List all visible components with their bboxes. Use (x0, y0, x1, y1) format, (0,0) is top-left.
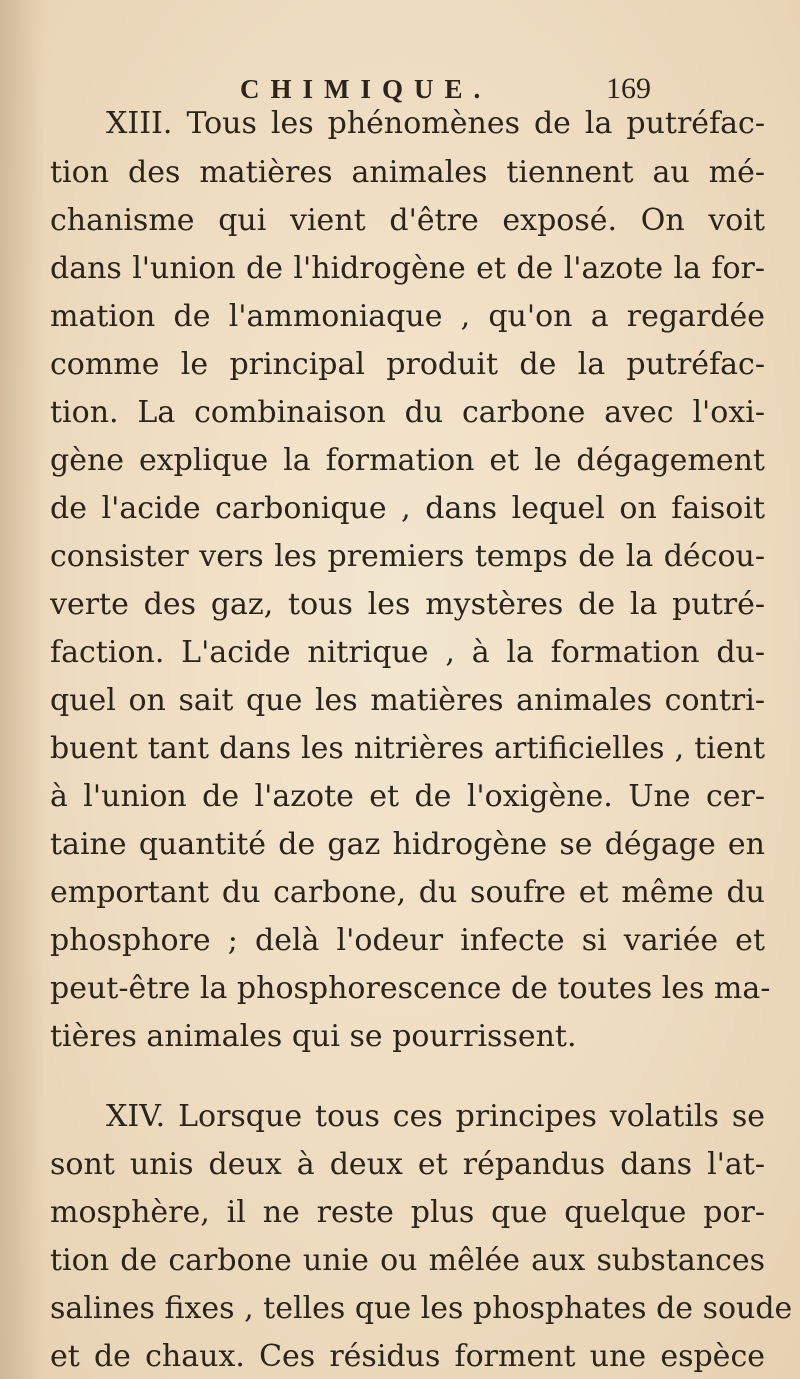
text-line: XIII. Tous les phénomènes de la putréfac- (106, 106, 765, 141)
text-line: faction. L'acide nitrique , à la formation du- (50, 635, 765, 670)
gutter-shadow (0, 0, 46, 1379)
text-line: tion. La combinaison du carbone avec l'oxi- (50, 395, 765, 430)
text-line: mosphère, il ne reste plus que quelque por- (50, 1195, 765, 1230)
text-line: verte des gaz, tous les mystères de la putré- (50, 587, 765, 622)
text-line: emportant du carbone, du soufre et même du (50, 875, 765, 910)
text-line: gène explique la formation et le dégagement (50, 443, 765, 478)
text-line: taine quantité de gaz hidrogène se dégage en (50, 827, 765, 862)
text-line: et de chaux. Ces résidus forment une espèce (50, 1339, 765, 1374)
text-line: salines fixes , telles que les phosphates de soude (50, 1291, 793, 1326)
text-line: peut-être la phosphorescence de toutes les ma- (50, 971, 771, 1006)
text-line: mation de l'ammoniaque , qu'on a regardée (50, 299, 765, 334)
text-line: comme le principal produit de la putréfac- (50, 347, 765, 382)
page-number: 169 (606, 72, 651, 105)
text-line: dans l'union de l'hidrogène et de l'azote la for- (50, 251, 765, 286)
text-line: tières animales qui se pourrissent. (50, 1019, 577, 1054)
text-line: buent tant dans les nitrières artificielles , tient (50, 731, 765, 766)
text-line: tion de carbone unie ou mêlée aux substances (50, 1243, 765, 1278)
running-head: CHIMIQUE. (240, 74, 492, 104)
text-line: XIV. Lorsque tous ces principes volatils se (106, 1099, 765, 1134)
text-line: quel on sait que les matières animales contri- (50, 683, 765, 718)
text-line: consister vers les premiers temps de la décou- (50, 539, 765, 574)
text-line: à l'union de l'azote et de l'oxigène. Une cer- (50, 779, 765, 814)
text-line: sont unis deux à deux et répandus dans l'at- (50, 1147, 765, 1182)
text-line: tion des matières animales tiennent au mé- (50, 155, 765, 190)
text-line: de l'acide carbonique , dans lequel on faisoit (50, 491, 765, 526)
text-line: chanisme qui vient d'être exposé. On voit (50, 203, 765, 238)
text-line: phosphore ; delà l'odeur infecte si variée et (50, 923, 765, 958)
